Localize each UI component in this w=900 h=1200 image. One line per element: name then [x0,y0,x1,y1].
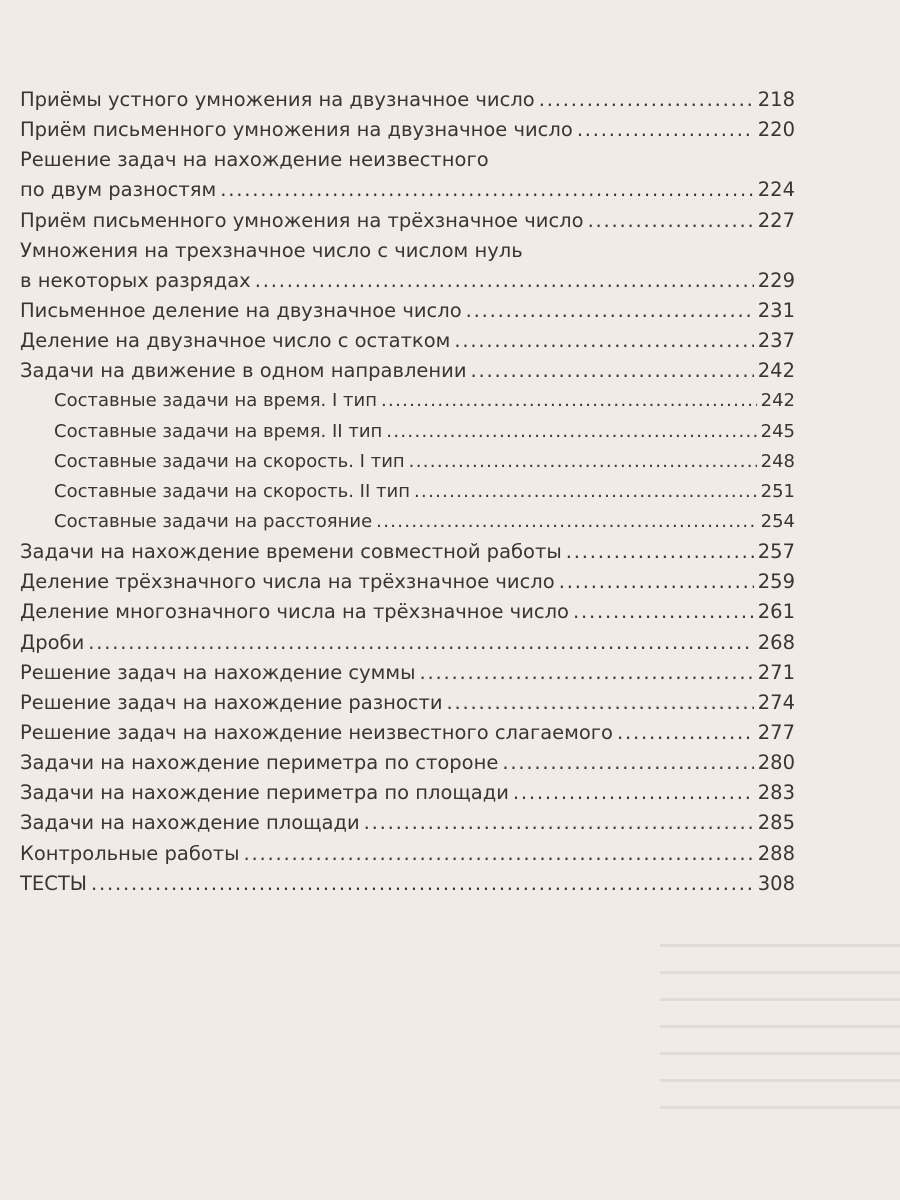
table-of-contents [20,85,795,899]
toc-entry [20,597,795,627]
toc-entry-title: Приёмы устного умножения на двузначное число [20,88,535,111]
toc-entry-title: Дроби [20,630,85,654]
toc-entry-page: 242 [760,390,795,412]
toc-entry-title: Задачи на нахождение площади [20,811,360,835]
dot-leader [220,175,754,205]
toc-entry [20,567,795,597]
toc-entry [20,386,795,416]
toc-entry-title: Задачи на нахождение периметра по стороне [20,751,499,775]
dot-leader [588,206,754,236]
dot-leader [502,748,753,778]
toc-entry-title: Приём письменного умножения на трёхзначное число [20,208,584,232]
toc-entry [20,748,795,778]
toc-entry [20,447,795,477]
toc-entry-title: Деление на двузначное число с остатком [20,329,451,353]
toc-entry-page: 274 [757,690,795,714]
toc-entry [20,356,795,386]
dot-leader [88,628,754,658]
toc-entry-page: 259 [757,570,795,594]
toc-entry-page: 251 [760,480,795,502]
dot-leader [386,417,756,447]
dot-leader [91,869,754,899]
toc-entry-title: Решение задач на нахождение суммы [20,660,416,684]
toc-entry [20,326,795,356]
toc-entry [20,145,795,175]
dot-leader [376,507,756,537]
toc-entry-title: по двум разностям [20,178,217,202]
toc-entry [20,85,795,115]
toc-entry-title: Приём письменного умножения на двузначное число [20,118,573,142]
toc-entry-title: ТЕСТЫ [20,871,87,895]
toc-entry-page: 268 [757,630,795,654]
toc-entry-title: Задачи на движение в одном направлении [20,359,467,383]
toc-entry [20,537,795,567]
dot-leader [244,839,754,869]
dot-leader [255,266,754,296]
toc-entry-title: Составные задачи на скорость. I тип [54,450,405,472]
toc-entry-page: 224 [757,178,795,202]
toc-entry [20,175,795,205]
dot-leader [447,688,754,718]
dot-leader [539,85,754,115]
toc-entry-title: Составные задачи на время. II тип [54,420,383,442]
toc-entry-page: 285 [757,811,795,835]
toc-entry [20,266,795,296]
dot-leader [577,115,754,145]
toc-entry [20,296,795,326]
toc-entry [20,206,795,236]
toc-entry [20,688,795,718]
toc-entry [20,628,795,658]
toc-entry-page: 231 [757,298,795,322]
dot-leader [420,658,754,688]
toc-entry [20,236,795,266]
dot-leader [381,386,757,416]
toc-entry-page: 261 [757,600,795,624]
toc-entry-title: Составные задачи на расстояние [54,510,373,532]
toc-entry-title: Составные задачи на время. I тип [54,390,377,412]
dot-leader [559,567,754,597]
toc-entry [20,839,795,869]
toc-entry-page: 229 [757,268,795,292]
toc-entry-title: Решение задач на нахождение разности [20,690,443,714]
toc-entry [20,417,795,447]
dot-leader [617,718,754,748]
toc-entry-title: Решение задач на нахождение неизвестного [20,148,489,172]
toc-entry-title: Решение задач на нахождение неизвестного слагаемого [20,720,613,744]
toc-entry-page: 248 [760,450,795,472]
toc-entry-page: 308 [757,871,795,895]
toc-entry-page: 242 [757,359,795,383]
toc-entry-title: Деление трёхзначного числа на трёхзначное число [20,570,555,594]
dot-leader [566,537,754,567]
toc-entry [20,869,795,899]
dot-leader [573,597,754,627]
dot-leader [409,447,757,477]
toc-entry-page: 271 [757,660,795,684]
toc-entry-title: Письменное деление на двузначное число [20,298,462,322]
dot-leader [414,477,757,507]
toc-entry-page: 277 [757,720,795,744]
toc-entry [20,115,795,145]
toc-entry-page: 254 [760,510,795,532]
toc-entry-page: 280 [757,751,795,775]
toc-entry [20,477,795,507]
toc-entry-title: Контрольные работы [20,841,240,865]
toc-entry [20,718,795,748]
toc-entry-title: Задачи на нахождение времени совместной работы [20,540,562,564]
toc-entry-title: Составные задачи на скорость. II тип [54,480,410,502]
toc-entry [20,808,795,838]
show-through-text [660,920,900,1120]
toc-entry-page: 227 [757,208,795,232]
dot-leader [454,326,753,356]
toc-entry-page: 237 [757,329,795,353]
dot-leader [466,296,754,326]
toc-entry [20,658,795,688]
toc-entry-page: 245 [760,420,795,442]
dot-leader [471,356,754,386]
toc-entry-title: Умножения на трехзначное число с числом нуль [20,238,523,262]
toc-entry-page: 283 [757,781,795,805]
toc-entry-page: 218 [757,88,795,111]
toc-entry-page: 220 [757,118,795,142]
toc-entry [20,778,795,808]
dot-leader [364,808,754,838]
toc-entry-title: Задачи на нахождение периметра по площади [20,781,509,805]
toc-entry-title: Деление многозначного числа на трёхзначное число [20,600,569,624]
toc-entry-page: 288 [757,841,795,865]
toc-entry-page: 257 [757,540,795,564]
toc-entry [20,507,795,537]
toc-entry-title: в некоторых разрядах [20,268,251,292]
dot-leader [513,778,754,808]
